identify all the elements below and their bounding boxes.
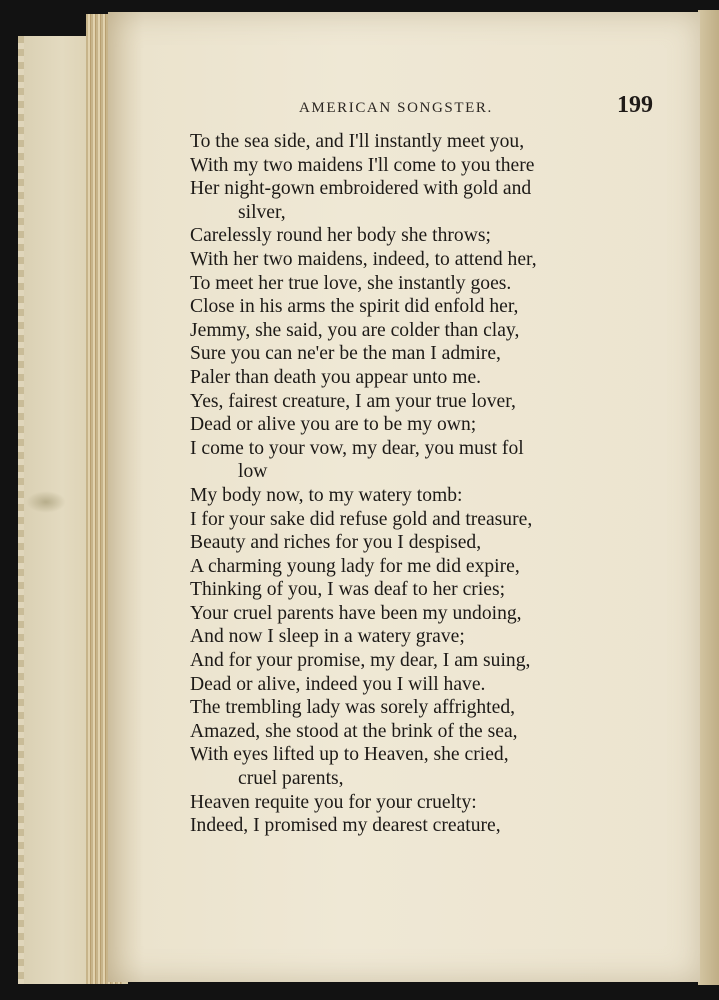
- poem-line: Jemmy, she said, you are colder than clay,: [190, 319, 520, 341]
- poem-line: Dead or alive, indeed you I will have.: [190, 673, 486, 695]
- poem-line: Indeed, I promised my dearest creature,: [190, 815, 501, 837]
- poem-line: Close in his arms the spirit did enfold her,: [190, 296, 519, 318]
- poem-line: Her night-gown embroidered with gold and: [190, 178, 532, 200]
- page-right-edge: [698, 10, 719, 985]
- poem-line: Dead or alive you are to be my own;: [190, 414, 477, 436]
- poem-line: A charming young lady for me did expire,: [190, 555, 520, 577]
- poem-line: And now I sleep in a watery grave;: [190, 626, 465, 648]
- poem-line: Heaven requite you for your cruelty:: [190, 791, 477, 813]
- poem-line: To meet her true love, she instantly goes.: [190, 272, 512, 294]
- poem-line: Carelessly round her body she throws;: [190, 225, 491, 247]
- paper-stain: [26, 491, 66, 513]
- poem-line: Paler than death you appear unto me.: [190, 366, 482, 388]
- poem-line: I come to your vow, my dear, you must fol: [190, 437, 524, 459]
- poem-line: The trembling lady was sorely affrighted,: [190, 697, 516, 719]
- poem-line: Amazed, she stood at the brink of the sea,: [190, 720, 518, 742]
- poem-line: Thinking of you, I was deaf to her cries;: [190, 579, 506, 601]
- poem-line: With eyes lifted up to Heaven, she cried,: [190, 744, 509, 766]
- poem-line: Sure you can ne'er be the man I admire,: [190, 343, 501, 365]
- poem-line: With my two maidens I'll come to you there: [190, 154, 535, 176]
- poem-line: I for your sake did refuse gold and treasure,: [190, 508, 533, 530]
- poem-line: Yes, fairest creature, I am your true lover,: [190, 390, 516, 412]
- page-header: [297, 94, 663, 126]
- poem-text: [190, 130, 660, 838]
- poem-line: To the sea side, and I'll instantly meet you,: [190, 131, 525, 152]
- poem-line: And for your promise, my dear, I am suing,: [190, 650, 531, 672]
- running-head: AMERICAN SONGSTER.: [299, 100, 493, 116]
- poem-line: With her two maidens, indeed, to attend her,: [190, 248, 537, 270]
- poem-line-continuation: silver,: [238, 201, 286, 223]
- poem-line: Your cruel parents have been my undoing,: [190, 602, 522, 624]
- poem-line-continuation: low: [238, 461, 268, 483]
- page-number: 199: [617, 92, 653, 118]
- poem-line: My body now, to my watery tomb:: [190, 484, 463, 506]
- poem-line: Beauty and riches for you I despised,: [190, 532, 482, 554]
- poem-line-continuation: cruel parents,: [238, 768, 344, 790]
